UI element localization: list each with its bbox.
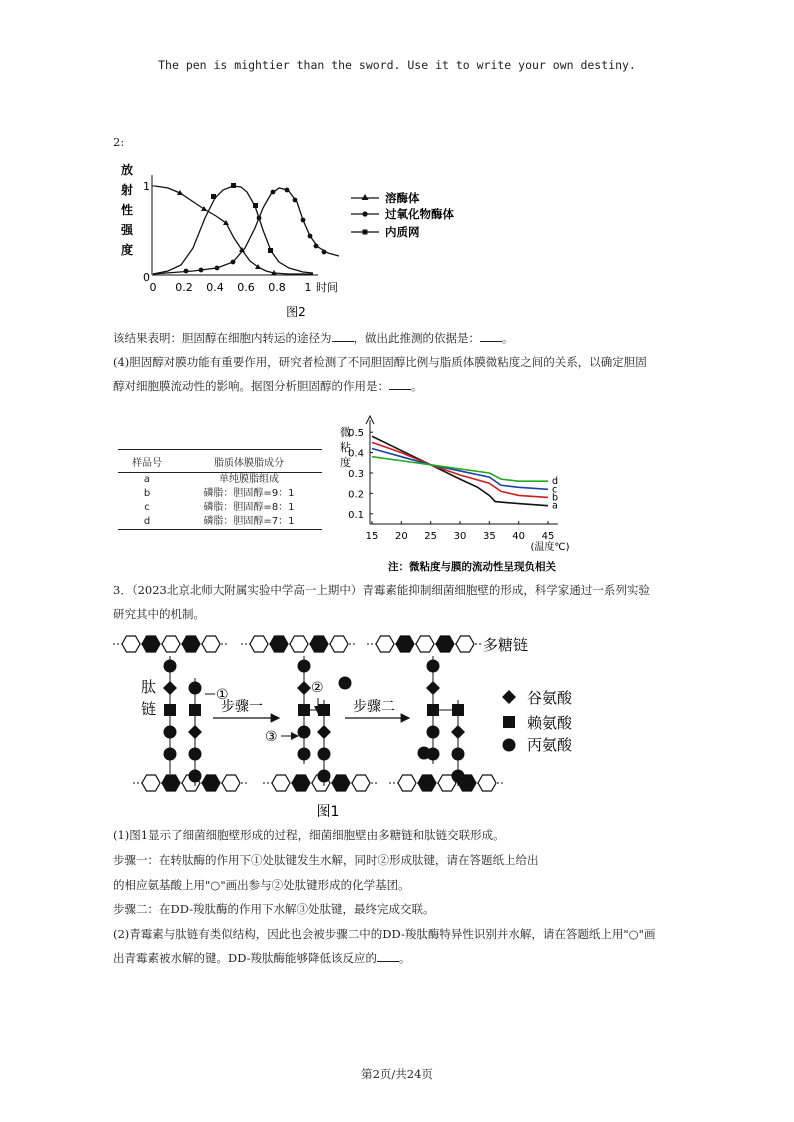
viscosity-note: 注：微粘度与膜的流动性呈现负相关 bbox=[388, 561, 556, 573]
table-row: c 磷脂：胆固醇=8：1 bbox=[144, 502, 295, 513]
sugar-hexagon-icon bbox=[292, 775, 310, 791]
viscosity-y-tick: 0.5 bbox=[348, 428, 364, 440]
fig2-ylabel-char: 放 bbox=[121, 163, 134, 177]
viscosity-line-d bbox=[372, 457, 548, 481]
sugar-hexagon-icon bbox=[310, 636, 328, 652]
alanine-icon bbox=[427, 660, 440, 673]
viscosity-series bbox=[372, 436, 548, 505]
fig2-legend bbox=[351, 191, 454, 239]
sugar-hexagon-icon bbox=[398, 775, 416, 791]
sugar-hexagon-icon bbox=[142, 775, 160, 791]
fig2-x-axis-label: 时间 bbox=[316, 281, 338, 294]
answer-blank-4[interactable] bbox=[377, 949, 399, 962]
q4-line1: (4)胆固醇对膜功能有重要作用，研究者检测了不同胆固醇比例与脂质体膜微粘度之间的关系，以确定胆固 bbox=[113, 355, 647, 369]
fig1-step2-label: 步骤二 bbox=[353, 699, 395, 715]
viscosity-y-tick: 0.2 bbox=[348, 489, 364, 501]
fig1-mark-3: ③ bbox=[265, 729, 278, 745]
alanine-icon bbox=[452, 748, 465, 761]
step1-text: 步骤一：在转肽酶的作用下①处肽键发生水解，同时②形成肽键，请在答题纸上给出 bbox=[113, 853, 539, 867]
fig2-ylabel-char: 性 bbox=[121, 203, 134, 217]
viscosity-x-tick: 15 bbox=[365, 531, 379, 542]
conclusion-text-2: ，做出此推测的依据是： bbox=[353, 331, 480, 345]
q3-line1: 3．（2023北京北师大附属实验中学高一上期中）青霉素能抑制细菌细胞壁的形成，科学家通过一系列实验 bbox=[113, 583, 650, 597]
sugar-hexagon-icon bbox=[376, 636, 394, 652]
q2-line2-text: 出青霉素被水解的键。DD-羧肽酶能够降低该反应的 bbox=[113, 951, 378, 965]
sugar-hexagon-icon bbox=[182, 636, 200, 652]
fig1-mark-2: ② bbox=[311, 680, 324, 696]
q2-line1: (2)青霉素与肽链有类似结构，因此也会被步骤二中的DD-羧肽酶特异性识别并水解，请在答题纸上用"○"画 bbox=[113, 927, 656, 941]
viscosity-series-labels bbox=[552, 476, 558, 511]
lysine-icon bbox=[164, 704, 176, 716]
sugar-hexagon-icon bbox=[162, 636, 180, 652]
table-row: d 磷脂：胆固醇=7：1 bbox=[118, 515, 322, 530]
sugar-hexagon-icon bbox=[250, 636, 268, 652]
step1-text-cont: 的相应氨基酸上用"○"画出参与②处肽键形成的化学基团。 bbox=[113, 878, 410, 892]
sugar-hexagon-icon bbox=[478, 775, 496, 791]
sugar-hexagon-icon bbox=[222, 775, 240, 791]
fig2-peroxisome-markers bbox=[184, 188, 327, 274]
question-number: 2: bbox=[113, 135, 125, 149]
viscosity-line-b bbox=[372, 442, 548, 497]
table-header-composition: 脂质体膜脂成分 bbox=[176, 450, 322, 473]
alanine-icon bbox=[298, 726, 311, 739]
glutamate-icon bbox=[451, 725, 465, 739]
fig2-x-tick: 1 bbox=[304, 281, 312, 294]
legend-square-icon bbox=[503, 716, 515, 728]
legend-circle-icon bbox=[503, 739, 516, 752]
alanine-icon bbox=[164, 726, 177, 739]
q4-line2-end: 。 bbox=[411, 379, 423, 393]
sugar-hexagon-icon bbox=[202, 775, 220, 791]
sugar-hexagon-icon bbox=[122, 636, 140, 652]
sugar-hexagon-icon bbox=[202, 636, 220, 652]
viscosity-x-tick: 20 bbox=[394, 531, 408, 542]
alanine-icon bbox=[318, 770, 331, 783]
sugar-hexagon-icon bbox=[416, 636, 434, 652]
sugar-hexagon-icon bbox=[436, 636, 454, 652]
fig2-ylabel-char: 强 bbox=[121, 223, 134, 237]
sugar-hexagon-icon bbox=[330, 636, 348, 652]
fig1-legend-ala: 丙氨酸 bbox=[527, 736, 573, 754]
viscosity-series-label-b: b bbox=[552, 492, 559, 504]
q2-line2 bbox=[113, 949, 693, 967]
glutamate-icon bbox=[297, 681, 311, 695]
q4-line2-text: 醇对细胞膜流动性的影响。据图分析胆固醇的作用是： bbox=[113, 379, 389, 393]
viscosity-series-label-c: c bbox=[552, 484, 558, 496]
fig2-x-ticks bbox=[150, 281, 312, 294]
sugar-hexagon-icon bbox=[290, 636, 308, 652]
viscosity-y-tick: 0.1 bbox=[348, 509, 364, 521]
fig2-legend-lysosome: 溶酶体 bbox=[385, 191, 420, 205]
fig1-polysaccharide-label: 多糖链 bbox=[483, 636, 529, 654]
sugar-hexagon-icon bbox=[352, 775, 370, 791]
legend-diamond-icon bbox=[502, 690, 516, 704]
fig1-peptide-label-2: 链 bbox=[141, 700, 157, 718]
sugar-hexagon-icon bbox=[418, 775, 436, 791]
alanine-icon bbox=[164, 660, 177, 673]
viscosity-series-label-d: d bbox=[552, 476, 559, 488]
fig2-ylabel-char: 度 bbox=[121, 243, 134, 257]
fig1-caption: 图1 bbox=[316, 804, 340, 820]
fig2-x-tick: 0 bbox=[149, 281, 157, 294]
alanine-icon bbox=[189, 748, 202, 761]
table-row: b 磷脂：胆固醇=9：1 bbox=[143, 488, 295, 499]
answer-blank-3[interactable] bbox=[389, 377, 411, 390]
viscosity-y-tick: 0.3 bbox=[348, 469, 364, 480]
fig2-lysosome-markers bbox=[177, 190, 277, 275]
glutamate-icon bbox=[188, 725, 202, 739]
viscosity-x-unit: (温度℃) bbox=[530, 542, 570, 553]
sugar-hexagon-icon bbox=[142, 636, 160, 652]
lysine-icon bbox=[189, 704, 201, 716]
fig2-caption: 图2 bbox=[286, 305, 306, 319]
viscosity-x-tick: 45 bbox=[541, 531, 555, 542]
conclusion-text-1: 该结果表明：胆固醇在细胞内转运的途径为 bbox=[113, 331, 332, 345]
fig2-legend-peroxisome: 过氧化物酶体 bbox=[385, 207, 454, 221]
fig2-ylabel-char: 射 bbox=[121, 183, 134, 197]
conclusion-text-3: 。 bbox=[502, 331, 514, 345]
fig1-structures bbox=[113, 636, 505, 791]
answer-blank-1[interactable] bbox=[332, 329, 354, 342]
viscosity-ylabel-char: 粘 bbox=[340, 441, 351, 454]
fig1-step1-label: 步骤一 bbox=[221, 699, 263, 715]
alanine-icon bbox=[339, 677, 352, 690]
viscosity-x-tick: 30 bbox=[453, 531, 467, 542]
viscosity-series-label-a: a bbox=[552, 500, 558, 512]
table-header-sample: 样品号 bbox=[118, 450, 176, 473]
q1-intro: (1)图1显示了细菌细胞壁形成的过程，细菌细胞壁由多糖链和肽链交联形成。 bbox=[113, 828, 505, 842]
fig2-x-tick: 0.6 bbox=[237, 281, 255, 294]
viscosity-ylabel-char: 度 bbox=[340, 456, 351, 469]
figure-2-chart bbox=[113, 150, 473, 328]
fig2-legend-er: 内质网 bbox=[385, 225, 420, 239]
figure-1-diagram bbox=[113, 628, 593, 824]
step2-text: 步骤二：在DD-羧肽酶的作用下水解③处肽键，最终完成交联。 bbox=[113, 902, 435, 916]
page-header: The pen is mightier than the sword. Use it to write your own destiny. bbox=[158, 58, 636, 72]
fig2-x-tick: 0.2 bbox=[175, 281, 193, 294]
viscosity-y-tick: 0.4 bbox=[348, 448, 364, 460]
q3-line2: 研究其中的机制。 bbox=[113, 607, 205, 621]
glutamate-icon bbox=[163, 681, 177, 695]
viscosity-x-tick: 25 bbox=[424, 531, 438, 542]
alanine-icon bbox=[189, 682, 202, 695]
fig1-peptide-label-1: 肽 bbox=[141, 678, 157, 696]
q4-line2 bbox=[113, 377, 693, 395]
glutamate-icon bbox=[426, 681, 440, 695]
viscosity-chart bbox=[330, 412, 610, 576]
table-row: a 单纯膜脂组成 bbox=[143, 474, 279, 485]
viscosity-x-tick: 40 bbox=[512, 531, 526, 542]
viscosity-ylabel-char: 微 bbox=[340, 426, 351, 439]
fig1-legend bbox=[502, 689, 573, 754]
fig2-peroxisome-line bbox=[153, 188, 339, 274]
answer-blank-2[interactable] bbox=[480, 329, 502, 342]
viscosity-x-tick: 35 bbox=[482, 531, 496, 542]
fig2-x-tick: 0.8 bbox=[268, 281, 286, 294]
alanine-icon bbox=[298, 660, 311, 673]
fig2-x-tick: 0.4 bbox=[206, 281, 224, 294]
fig2-y-tick-0: 0 bbox=[143, 271, 150, 284]
fig1-legend-glu: 谷氨酸 bbox=[527, 689, 573, 707]
conclusion-line bbox=[113, 329, 693, 347]
sugar-hexagon-icon bbox=[162, 775, 180, 791]
sugar-hexagon-icon bbox=[396, 636, 414, 652]
fig1-legend-lys: 赖氨酸 bbox=[527, 714, 573, 732]
alanine-icon bbox=[427, 726, 440, 739]
sugar-hexagon-icon bbox=[456, 636, 474, 652]
fig2-y-tick-1: 1 bbox=[143, 180, 150, 193]
liposome-table bbox=[118, 449, 322, 530]
sugar-hexagon-icon bbox=[270, 636, 288, 652]
fig2-y-axis-label bbox=[120, 162, 134, 257]
page-footer: 第2页/共24页 bbox=[361, 1067, 433, 1081]
alanine-icon bbox=[452, 770, 465, 783]
sugar-hexagon-icon bbox=[272, 775, 290, 791]
alanine-icon bbox=[298, 748, 311, 761]
q2-line2-end: 。 bbox=[399, 951, 411, 965]
alanine-icon bbox=[318, 748, 331, 761]
sugar-hexagon-icon bbox=[332, 775, 350, 791]
fig1-mark-1: ① bbox=[216, 687, 229, 703]
alanine-icon bbox=[418, 747, 431, 760]
glutamate-icon bbox=[317, 725, 331, 739]
